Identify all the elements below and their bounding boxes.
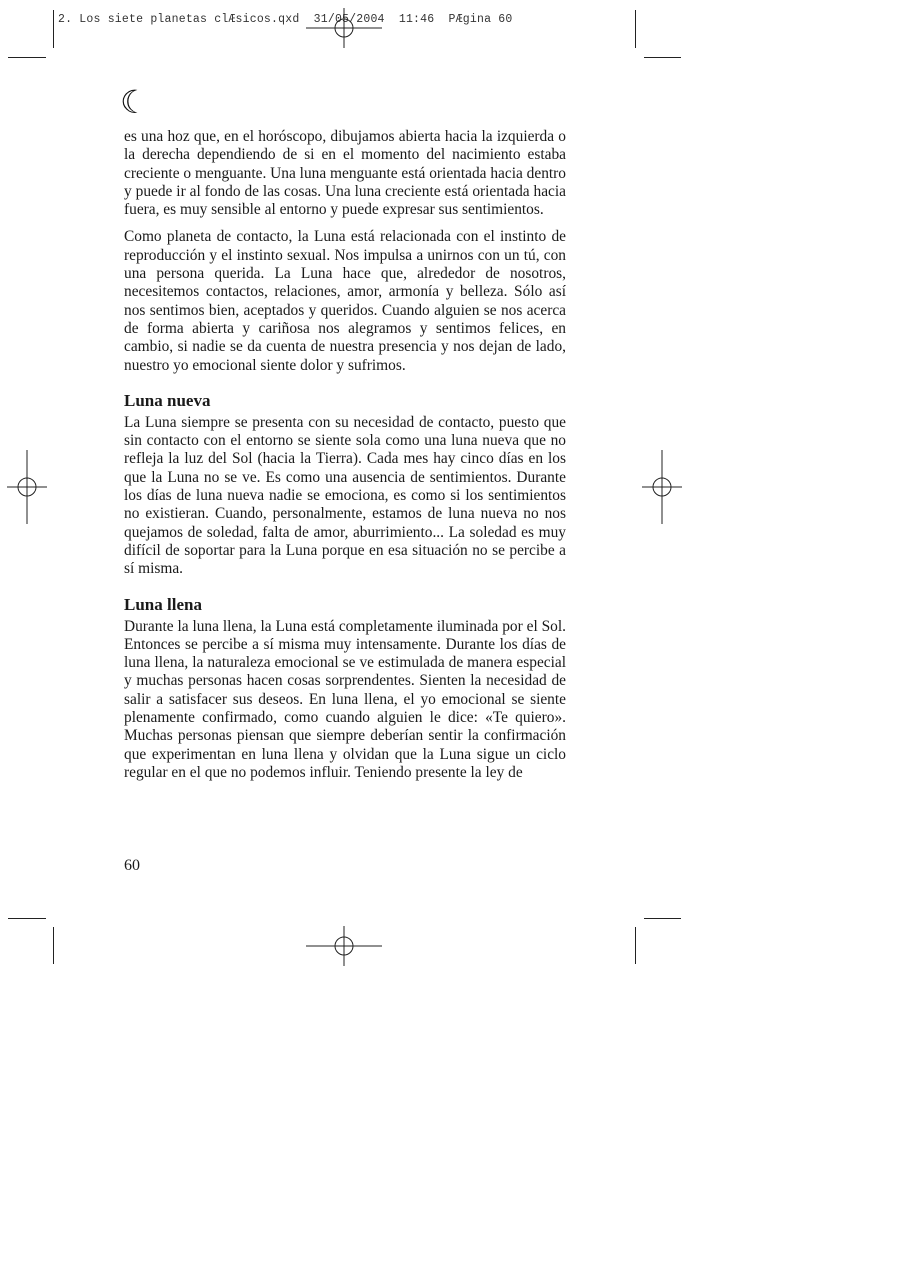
text-column — [124, 128, 566, 782]
crop-mark — [644, 57, 681, 58]
crop-mark — [8, 918, 46, 919]
crop-mark — [635, 927, 636, 964]
section-heading: Luna nueva — [124, 390, 211, 410]
print-slug: 2. Los siete planetas clÆsicos.qxd 31/05/2004 11:46 PÆgina 60 — [58, 13, 513, 26]
crop-mark — [53, 10, 54, 48]
paragraph: Como planeta de contacto, la Luna está relacionada con el instinto de reproducción y el instinto sexual. Nos impulsa a unirnos con un tú, con una persona querida. La Luna hace que, alrededor de nosotros, necesitemos contactos, relaciones, amor, armonía y belleza. Sólo así nos sentimos bien, aceptados y queridos. Cuando alguien se nos acerca de forma abierta y cariñosa nos alegramos y sentimos felices, en cambio, si nadie se da cuenta de nuestra presencia y nos dejan de lado, nuestro yo emocional siente dolor y sufrimos. — [124, 228, 566, 374]
crescent-moon-icon: ☾ — [120, 84, 149, 120]
crop-mark — [644, 918, 681, 919]
crop-mark — [53, 927, 54, 964]
registration-mark-icon — [642, 450, 682, 524]
crop-mark — [8, 57, 46, 58]
registration-mark-icon — [7, 450, 47, 524]
paragraph: La Luna siempre se presenta con su necesidad de contacto, puesto que sin contacto con el entorno se siente sola como una luna nueva que no refleja la luz del Sol (hacia la Tierra). Cada mes hay cinco días en los que la Luna no se ve. Es como una ausencia de sentimientos. Durante los días de luna nueva nadie se emociona, es como si los sentimientos no existieran. Cuando, personalmente, estamos de luna nueva no nos quejamos de soledad, falta de amor, aburrimiento... La soledad es muy difícil de soportar para la Luna porque en esa situación no se percibe a sí misma. — [124, 413, 566, 578]
page-number: 60 — [124, 857, 140, 874]
paragraph: Durante la luna llena, la Luna está completamente iluminada por el Sol. Entonces se percibe a sí misma muy intensamente. Durante los días de luna llena, la naturaleza emocional se ve estimulada de manera especial y muchas personas hacen cosas sorprendentes. Sienten la necesidad de salir a satisfacer sus deseos. En luna llena, el yo emocional se siente plenamente confirmado, como cuando alguien le dice: «Te quiero». Muchas personas piensan que siempre deberían sentir la confirmación que experimentan en luna llena y olvidan que la Luna sigue un ciclo regular en el que no podemos influir. Teniendo presente la ley de — [124, 617, 566, 781]
section-heading: Luna llena — [124, 594, 202, 614]
registration-mark-icon — [306, 926, 382, 966]
registration-mark-icon — [306, 8, 382, 48]
paragraph: es una hoz que, en el horóscopo, dibujamos abierta hacia la izquierda o la derecha dependiendo de si en el momento del nacimiento estaba creciente o menguante. Una luna menguante está orientada hacia dentro y puede ir al fondo de las cosas. Una luna creciente está orientada hacia fuera, es muy sensible al entorno y puede expresar sus sentimientos. — [124, 128, 566, 219]
crop-mark — [635, 10, 636, 48]
